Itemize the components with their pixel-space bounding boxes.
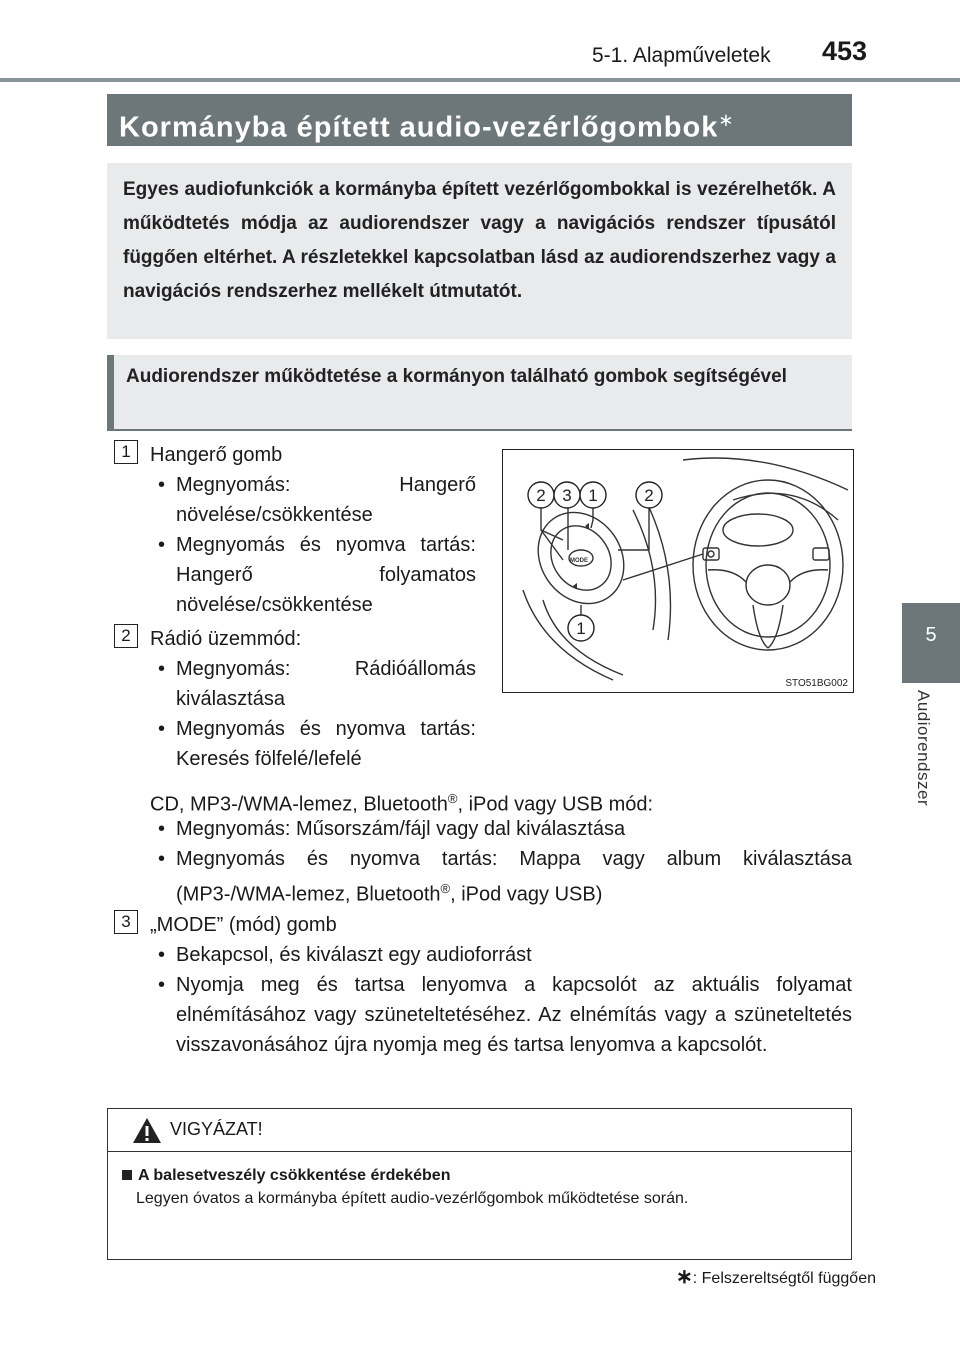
intro-paragraph: Egyes audiofunkciók a kormányba épített vezérlőgombokkal is vezérelhetők. A működtetés módja az audiorendszer vagy a navigációs rendszer típusától függően eltérhet. A részletekkel kapcsolatban lásd az audiorendszerhez vagy a navigációs rendszerhez mellékelt útmutatót. [107, 163, 852, 339]
sub-bullet-text-b: , iPod vagy USB) [450, 883, 603, 906]
item-3-bullets [154, 940, 852, 1060]
header-divider [0, 78, 960, 82]
list-item: • Megnyomás: Rádióállomás kiválasztása [154, 654, 476, 714]
item-number-2: 2 [114, 624, 138, 648]
caution-body: Legyen óvatos a kormányba épített audio-vezérlőgombok működtetése során. [136, 1190, 689, 1207]
item-2-subtitle-a: CD, MP3-/WMA-lemez, Bluetooth [150, 793, 448, 816]
footnote-text: : Felszereltségtől függően [692, 1270, 876, 1287]
item-number-3: 3 [114, 910, 138, 934]
list-item: • Bekapcsol, és kiválaszt egy audioforrást [154, 940, 852, 970]
item-title-1: Hangerő gomb [150, 444, 283, 466]
caution-header [108, 1109, 851, 1152]
optional-equipment-mark: ∗ [718, 110, 735, 130]
sub-bullet-text-a: Megnyomás és nyomva tartás: Mappa vagy album kiválasztása (MP3-/WMA-lemez, Bluetooth [176, 848, 852, 906]
page-title [107, 94, 852, 146]
square-bullet-icon [122, 1170, 132, 1180]
caution-subheading-text: A balesetveszély csökkentése érdekében [138, 1167, 451, 1184]
list-item: • Nyomja meg és tartsa lenyomva a kapcsolót az aktuális folyamat elnémításához vagy szüneteltetéséhez. Az elnémítás vagy a szüneteltetés visszavonásához újra nyomja meg és tartsa lenyomva a kapcsolót. [154, 970, 852, 1060]
callout-label: 2 [536, 486, 546, 505]
callout-label: 1 [588, 486, 598, 505]
registered-mark: ® [440, 881, 451, 896]
header-section-title: 5-1. Alapműveletek [592, 44, 771, 67]
footnote [676, 1264, 876, 1289]
item-2-bullets [154, 654, 476, 774]
item-title-2: Rádió üzemmód: [150, 628, 302, 650]
registered-mark: ® [447, 791, 458, 806]
callout-label: 3 [562, 486, 572, 505]
mode-label: MODE [570, 558, 588, 564]
item-number-1: 1 [114, 440, 138, 464]
asterisk-icon: ∗ [676, 1266, 693, 1288]
chapter-label: Audiorendszer [914, 690, 933, 807]
steering-wheel-illustration [503, 450, 853, 692]
item-2-sub-bullets [154, 814, 852, 910]
chapter-tab: 5 [902, 603, 960, 683]
warning-triangle-icon [132, 1117, 162, 1144]
steering-wheel-figure [502, 449, 854, 693]
figure-code: STO51BG002 [785, 678, 848, 689]
caution-title: VIGYÁZAT! [170, 1119, 263, 1139]
item-2-subtitle-b: , iPod vagy USB mód: [457, 793, 654, 816]
list-item: • Megnyomás és nyomva tartás: Hangerő folyamatos növelése/csökkentése [154, 530, 476, 620]
list-item: • Megnyomás és nyomva tartás: Keresés fölfelé/lefelé [154, 714, 476, 774]
caution-box [107, 1108, 852, 1260]
item-title-3: „MODE” (mód) gomb [150, 914, 337, 936]
page-title-text: Kormányba épített audio-vezérlőgombok [119, 111, 719, 144]
callout-label: 1 [576, 619, 586, 638]
list-item: • Megnyomás: Hangerő növelése/csökkentése [154, 470, 476, 530]
list-item [154, 844, 852, 910]
callout-label: 2 [644, 486, 654, 505]
page-number: 453 [822, 36, 868, 66]
section-heading: Audiorendszer működtetése a kormányon található gombok segítségével [107, 355, 852, 431]
item-1-bullets [154, 470, 476, 620]
caution-subheading [122, 1167, 450, 1185]
list-item: • Megnyomás: Műsorszám/fájl vagy dal kiválasztása [154, 814, 852, 844]
